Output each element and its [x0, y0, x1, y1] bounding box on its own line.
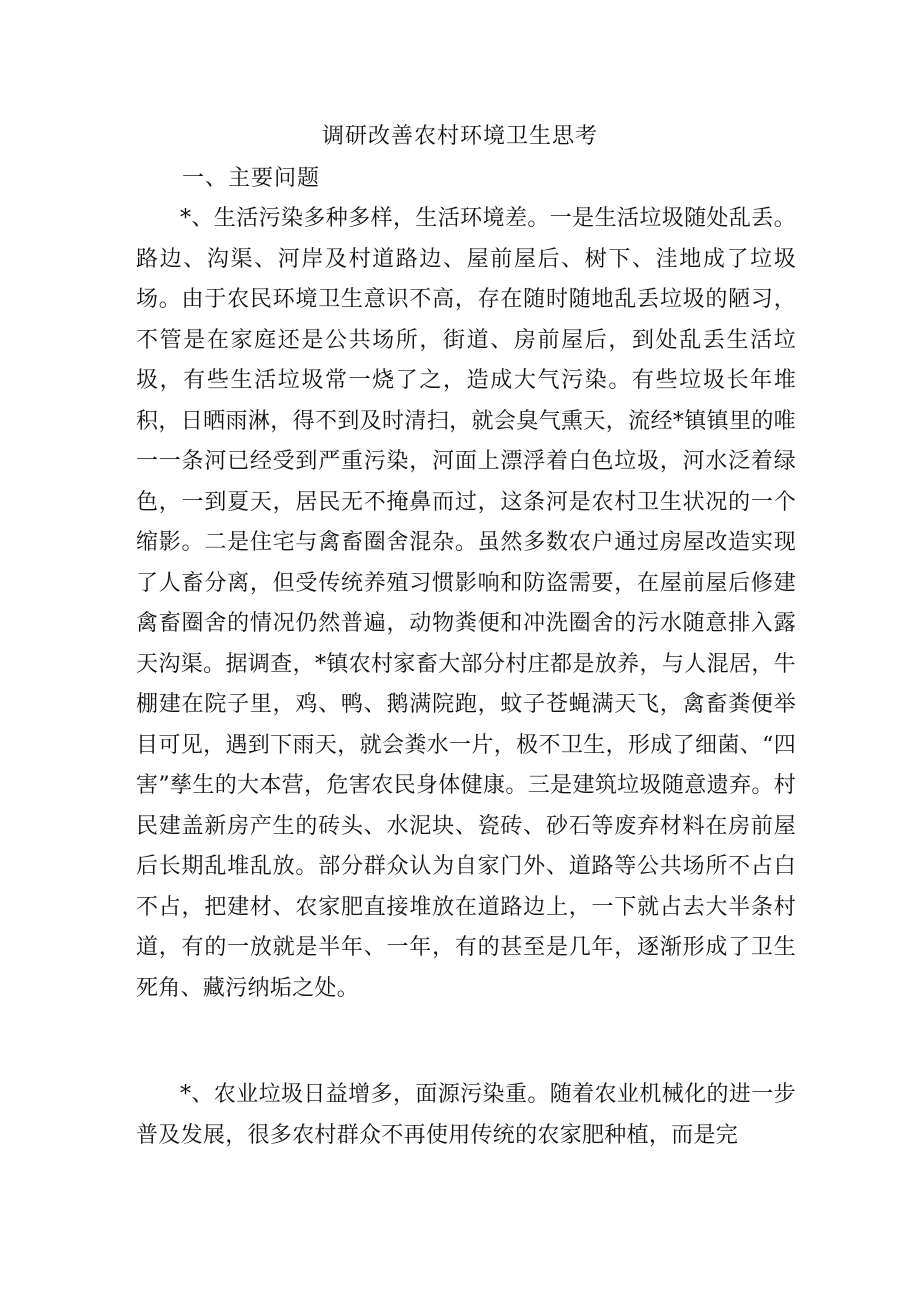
paragraph-2: *、农业垃圾日益增多，面源污染重。随着农业机械化的进一步普及发展，很多农村群众不再使用传统的农家肥种植，而是完 — [136, 1082, 796, 1148]
section-heading: 一、主要问题 — [182, 166, 321, 191]
paragraph-1: *、生活污染多种多样，生活环境差。一是生活垃圾随处乱丢。路边、沟渠、河岸及村道路边、屋前屋后、树下、洼地成了垃圾场。由于农民环境卫生意识不高，存在随时随地乱丢垃圾的陋习，不管是在家庭还是公共场所，街道、房前屋后，到处乱丢生活垃圾，有些生活垃圾常一烧了之，造成大气污染。有些垃圾长年堆积，日晒雨淋，得不到及时清扫，就会臭气熏天，流经*镇镇里的唯一一条河已经受到严重污染，河面上漂浮着白色垃圾，河水泛着绿色，一到夏天，居民无不掩鼻而过，这条河是农村卫生状况的一个缩影。二是住宅与禽畜圈舍混杂。虽然多数农户通过房屋改造实现了人畜分离，但受传统养殖习惯影响和防盗需要，在屋前屋后修建禽畜圈舍的情况仍然普遍，动物粪便和冲洗圈舍的污水随意排入露天沟渠。据调查，*镇农村家畜大部分村庄都是放养，与人混居，牛棚建在院子里，鸡、鸭、鹅满院跑，蚊子苍蝇满天飞，禽畜粪便举目可见，遇到下雨天，就会粪水一片，极不卫生，形成了细菌、“四害”孳生的大本营，危害农民身体健康。三是建筑垃圾随意遗弃。村民建盖新房产生的砖头、水泥块、瓷砖、砂石等废弃材料在房前屋后长期乱堆乱放。部分群众认为自家门外、道路等公共场所不占白不占，把建材、农家肥直接堆放在道路边上，一下就占去大半条村道，有的一放就是半年、一年，有的甚至是几年，逐渐形成了卫生死角、藏污纳垢之处。 — [136, 206, 796, 1001]
document-title: 调研改善农村环境卫生思考 — [321, 124, 598, 149]
